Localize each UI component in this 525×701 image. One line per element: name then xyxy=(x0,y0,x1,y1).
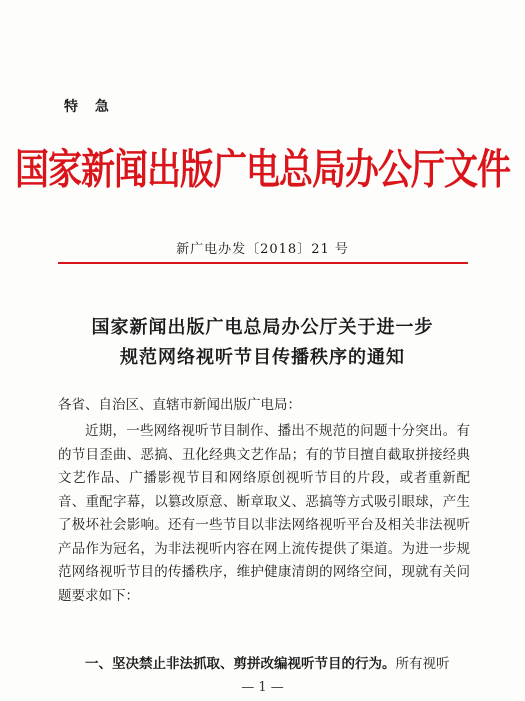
page-number: — 1 — xyxy=(241,680,284,695)
notice-title-line1: 国家新闻出版广电总局办公厅关于进一步 xyxy=(91,317,434,338)
body-paragraph: 近期，一些网络视听节目制作、播出不规范的问题十分突出。有的节目歪曲、恶搞、丑化经典文艺作品；有的节目擅自截取拼接经典文艺作品、广播影视节目和网络原创视听节目的片段，或者重新配音、重配字幕，以篡改原意、断章取义、恶搞等方式吸引眼球，产生了极坏社会影响。还有一些节目以非法网络视听平台及相关非法视听产品作为冠名，为非法视听内容在网上流传提供了渠道。为进一步规范网络视听节目的传播秩序，维护健康清朗的网络空间，现就有关问题要求如下： xyxy=(58,423,470,604)
red-divider-line xyxy=(58,262,468,264)
section-heading xyxy=(58,652,470,672)
document-number: 新广电办发〔2018〕21 号 xyxy=(176,242,349,257)
priority-mark: 特 急 xyxy=(64,99,115,115)
salutation: 各省、自治区、直辖市新闻出版广电局： xyxy=(58,397,301,413)
section-heading-rest: 所有视听 xyxy=(395,656,450,672)
issuing-org-header: 国家新闻出版广电总局办公厅文件 xyxy=(15,145,510,195)
notice-title-line2: 规范网络视听节目传播秩序的通知 xyxy=(120,347,405,368)
section-heading-bold: 一、坚决禁止非法抓取、剪拼改编视听节目的行为。 xyxy=(85,656,396,672)
